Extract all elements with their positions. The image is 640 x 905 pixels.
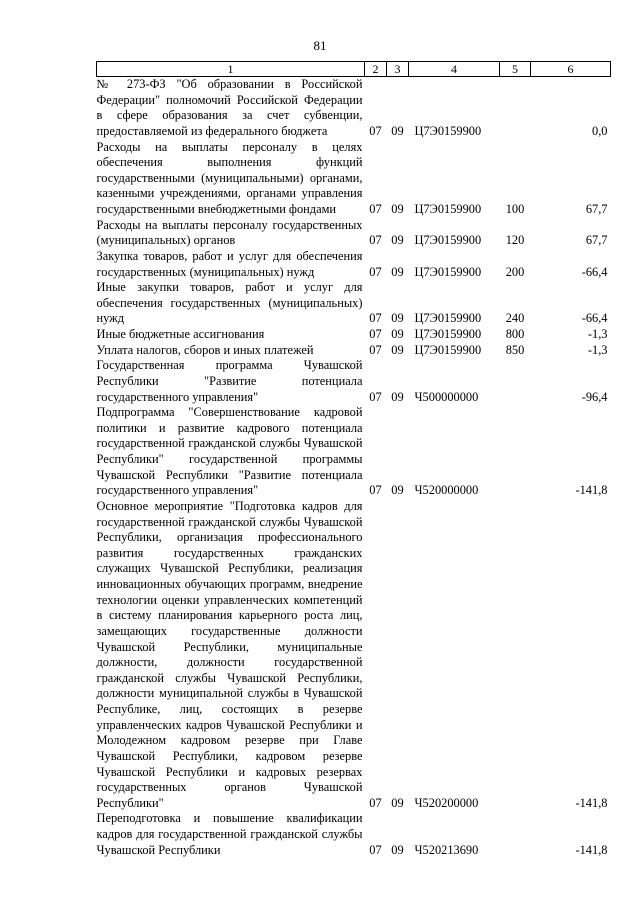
table-row xyxy=(97,249,611,280)
row-amount: -1,3 xyxy=(587,342,608,357)
page-number: 81 xyxy=(313,38,327,53)
row-section: 07 xyxy=(369,389,382,404)
row-subsection: 09 xyxy=(391,842,404,857)
row-subsection: 09 xyxy=(391,342,404,357)
table-row xyxy=(97,327,611,343)
row-name: Закупка товаров, работ и услуг для обеспечения государственных (муниципальных) нужд xyxy=(96,248,363,279)
row-target-article: Ц7Э0159900 xyxy=(414,327,482,341)
row-expense-type xyxy=(500,358,531,405)
budget-table xyxy=(96,61,611,858)
table-row xyxy=(97,811,611,858)
table-row xyxy=(97,77,611,140)
row-expense-type: 100 xyxy=(505,202,525,216)
row-section: 07 xyxy=(369,327,382,341)
header-col-name: 1 xyxy=(97,62,365,77)
header-row xyxy=(97,62,611,77)
row-target-article: Ц7Э0159900 xyxy=(414,342,482,357)
row-section: 07 xyxy=(369,264,382,279)
row-amount: -141,8 xyxy=(575,483,608,498)
row-amount: -66,4 xyxy=(581,311,608,326)
row-subsection: 09 xyxy=(391,327,404,341)
row-name: № 273-ФЗ "Об образовании в Российской Федерации" полномочий Российской Федерации в сфере образования за счет субвенции, предоставляемой из федерального бюджета xyxy=(96,77,363,138)
row-amount: -141,8 xyxy=(575,795,608,810)
row-expense-type xyxy=(500,77,531,140)
row-amount: -96,4 xyxy=(581,389,608,404)
row-section: 07 xyxy=(369,311,382,326)
header-col-amount: 6 xyxy=(531,62,611,77)
row-target-article: Ц7Э0159900 xyxy=(414,202,482,216)
row-amount: 67,7 xyxy=(585,202,608,216)
table-row xyxy=(97,343,611,359)
header-col-target-article: 4 xyxy=(409,62,500,77)
row-subsection: 09 xyxy=(391,233,404,248)
table-row xyxy=(97,140,611,218)
row-subsection: 09 xyxy=(391,202,404,216)
row-name: Расходы на выплаты персоналу государственных (муниципальных) органов xyxy=(96,217,363,248)
row-amount: -141,8 xyxy=(575,842,608,857)
row-amount: -1,3 xyxy=(587,327,608,341)
row-section: 07 xyxy=(369,342,382,357)
row-name: Подпрограмма "Совершенствование кадровой политики и развитие кадрового потенциала государственной гражданской службы Чувашской Республики" государственной программы Чувашской Республики "Развитие потенциала государственного управления" xyxy=(96,405,363,498)
row-name: Расходы на выплаты персоналу в целях обеспечения выполнения функций государственными (муниципальными) органами, казенными учреждениями, органами управления государственными внебюджетными фондами xyxy=(96,139,363,216)
row-section: 07 xyxy=(369,483,382,498)
row-expense-type: 800 xyxy=(505,327,525,341)
row-amount: 0,0 xyxy=(592,123,608,138)
table-row xyxy=(97,280,611,327)
row-name: Государственная программа Чувашской Республики "Развитие потенциала государственного управления" xyxy=(96,358,363,404)
row-target-article: Ц7Э0159900 xyxy=(414,311,482,326)
row-name: Иные закупки товаров, работ и услуг для обеспечения государственных (муниципальных) нужд xyxy=(96,280,363,326)
table-body xyxy=(97,77,611,859)
row-subsection: 09 xyxy=(391,123,404,138)
row-section: 07 xyxy=(369,233,382,248)
row-subsection: 09 xyxy=(391,795,404,810)
table-row xyxy=(97,405,611,499)
row-target-article: Ч520200000 xyxy=(414,795,479,810)
table-row xyxy=(97,358,611,405)
row-subsection: 09 xyxy=(391,264,404,279)
row-expense-type: 850 xyxy=(505,342,525,357)
row-expense-type xyxy=(500,499,531,812)
row-target-article: Ч520213690 xyxy=(414,842,479,857)
row-name: Иные бюджетные ассигнования xyxy=(96,327,265,341)
row-section: 07 xyxy=(369,123,382,138)
row-subsection: 09 xyxy=(391,311,404,326)
header-col-subsection: 3 xyxy=(387,62,409,77)
row-target-article: Ч500000000 xyxy=(414,389,479,404)
header-col-expense-type: 5 xyxy=(500,62,531,77)
row-target-article: Ц7Э0159900 xyxy=(414,264,482,279)
row-section: 07 xyxy=(369,202,382,216)
row-section: 07 xyxy=(369,795,382,810)
row-name: Основное мероприятие "Подготовка кадров для государственной гражданской службы Чувашской Республики, организация профессионального развития государственных гражданских служащих Чувашской Республики, реализация инновационных обучающих программ, внедрение технологии оценки управленческих компетенций в систему планирования карьерного роста лиц, замещающих государственные должности Чувашской Республики, муниципальные должности, должности государственной гражданской службы Чувашской Республики, должности муниципальной службы в Чувашской Республике, лиц, состоящих в резерве управленческих кадров Чувашской Республики и Молодежном кадровом резерве при Главе Чувашской Республики, кадровом резерве Чувашской Республики и кадровых резервах государственных органов Чувашской Республики" xyxy=(96,498,363,810)
row-expense-type xyxy=(500,811,531,858)
row-expense-type: 240 xyxy=(505,311,525,326)
row-section: 07 xyxy=(369,842,382,857)
row-amount: 67,7 xyxy=(585,233,608,248)
row-subsection: 09 xyxy=(391,389,404,404)
row-target-article: Ч520000000 xyxy=(414,483,479,498)
row-name: Переподготовка и повышение квалификации кадров для государственной гражданской службы Чувашской Республики xyxy=(96,811,363,857)
row-target-article: Ц7Э0159900 xyxy=(414,123,482,138)
table-row xyxy=(97,499,611,812)
row-expense-type xyxy=(500,405,531,499)
row-subsection: 09 xyxy=(391,483,404,498)
row-expense-type: 120 xyxy=(505,233,525,248)
row-name: Уплата налогов, сборов и иных платежей xyxy=(96,342,314,357)
row-amount: -66,4 xyxy=(581,264,608,279)
table-row xyxy=(97,218,611,249)
row-target-article: Ц7Э0159900 xyxy=(414,233,482,248)
row-expense-type: 200 xyxy=(505,264,525,279)
header-col-section: 2 xyxy=(365,62,387,77)
table-header xyxy=(97,62,611,77)
